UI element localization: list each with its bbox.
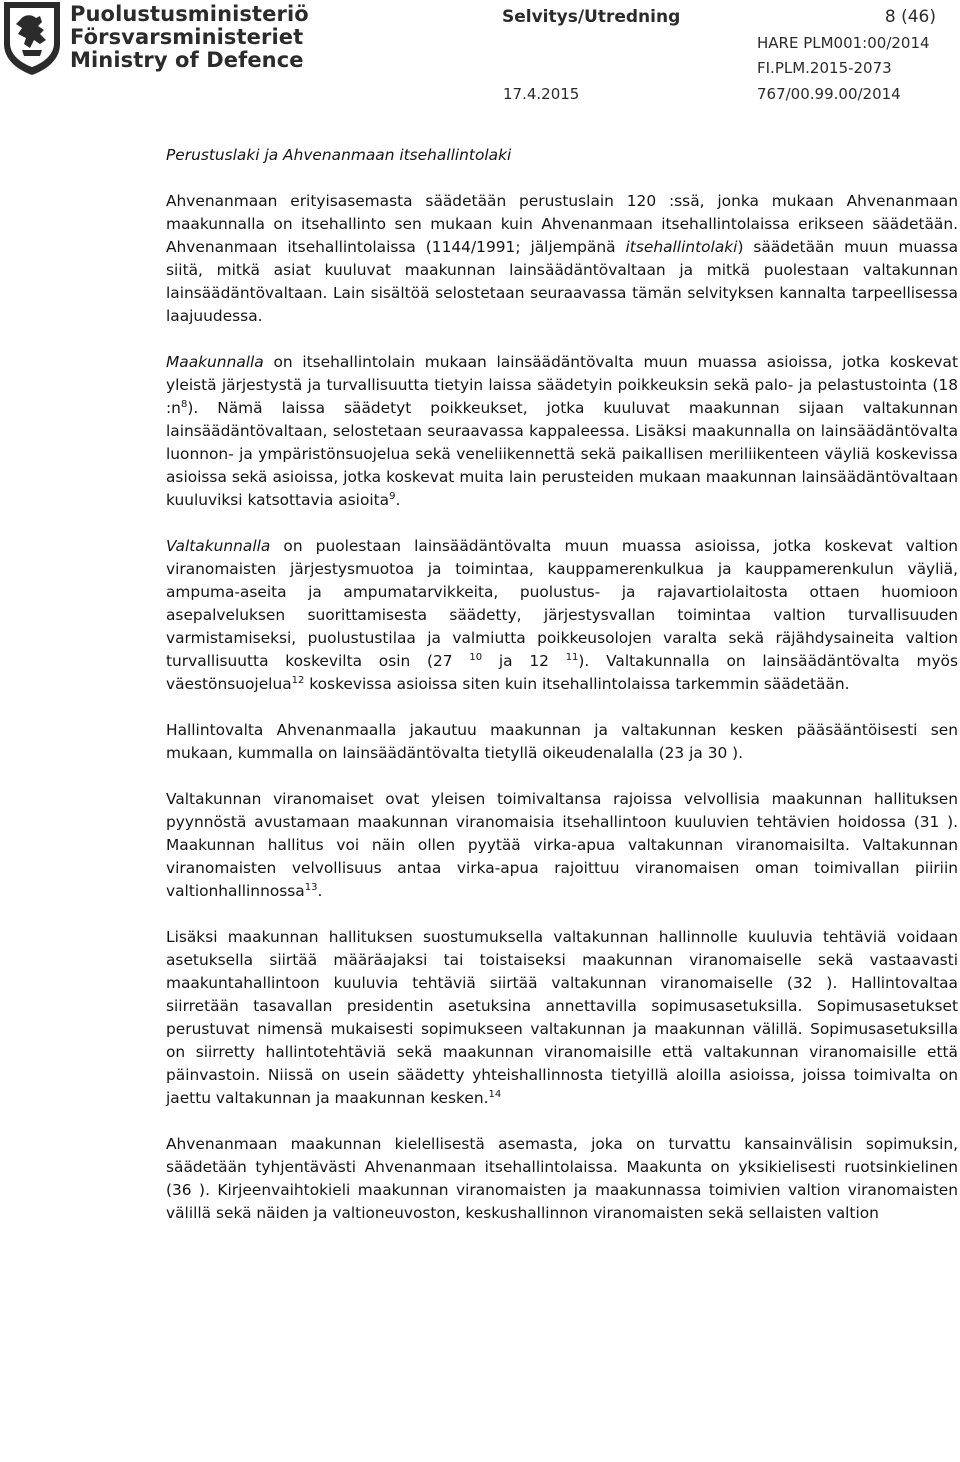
paragraph-3-term: Valtakunnalla xyxy=(166,537,271,555)
paragraph-2-text-c: ). Nämä laissa säädetyt poikkeukset, jotka kuuluvat maakunnan sijaan valtakunnan lainsäädäntövaltaan, selostetaan seuraavassa kappaleessa. Lisäksi maakunnalla on lainsäädäntövalta luonnon- ja ympäristönsuojelua sekä veneliikennettä sekä paikallisen meriliikenteen väyliä koskevissa asioissa sekä asioissa, jotka koskevat muita lain perusteiden mukaan maakunnan lainsäädäntövaltaan kuuluviksi katsottavia asioita xyxy=(166,399,958,509)
reference-number-3: 767/00.99.00/2014 xyxy=(757,85,901,103)
ministry-name-en: Ministry of Defence xyxy=(70,48,304,72)
paragraph-4: Hallintovalta Ahvenanmaalla jakautuu maakunnan ja valtakunnan kesken pääsääntöisesti sen mukaan, kummalla on lainsäädäntövalta tietyllä oikeudenalalla (23 ja 30 ). xyxy=(166,721,958,762)
lion-crest-icon xyxy=(0,0,64,76)
footnote-ref-14[interactable]: 14 xyxy=(488,1089,502,1100)
footnote-ref-8[interactable]: 8 xyxy=(180,399,188,410)
paragraph-1-text-a: Ahvenanmaan erityisasemasta säädetään perustuslain 120 :ssä, jonka mukaan Ahvenanmaan maakunnalla on itsehallinto sen mukaan kuin Ahvenanmaan itsehallintolaissa erikseen säädetään. Ahvenanmaan itsehallintolaissa (1144/1991; jäljempänä xyxy=(166,192,958,256)
paragraph-1-term: itsehallintolaki xyxy=(625,238,738,256)
paragraph-5-text-b: . xyxy=(317,882,323,900)
paragraph-3 xyxy=(166,535,958,696)
paragraph-3-text-d: ). Valtakunnalla on lainsäädäntövalta myös väestönsuojelua xyxy=(166,652,958,693)
paragraph-2-text-d: . xyxy=(395,491,401,509)
paragraph-6 xyxy=(166,926,958,1110)
paragraph-3-text-e: koskevissa asioissa siten kuin itsehallintolaissa tarkemmin säädetään. xyxy=(304,675,850,693)
document-type: Selvitys/Utredning xyxy=(502,7,681,27)
paragraph-3-text-c: ja 12 xyxy=(482,652,566,670)
paragraph-5-text-a: Valtakunnan viranomaiset ovat yleisen toimivaltansa rajoissa velvollisia maakunnan hallituksen pyynnöstä avustamaan maakunnan viranomaisia itsehallintoon kuuluvien tehtävien hoidossa (31 ). Maakunnan hallitus voi näin ollen pyytää virka-apua valtakunnan viranomaisilta. Valtakunnan viranomaisten velvollisuus antaa virka-apua rajoittuu viranomaisen oman toimivallan piiriin valtionhallinnossa xyxy=(166,790,958,900)
reference-number-2: FI.PLM.2015-2073 xyxy=(757,59,892,77)
paragraph-1 xyxy=(166,190,958,328)
document-date: 17.4.2015 xyxy=(503,85,580,103)
page-number: 8 (46) xyxy=(884,7,936,27)
paragraph-2 xyxy=(166,351,958,512)
paragraph-1-text-c: ) säädetään muun muassa siitä, mitkä asiat kuuluvat maakunnan lainsäädäntövaltaan ja mitkä puolestaan valtakunnan lainsäädäntövaltaan. Lain sisältöä selostetaan seuraavassa tämän selvityksen kannalta tarpeellisessa laajuudessa. xyxy=(166,238,959,325)
paragraph-5 xyxy=(166,788,958,903)
footnote-ref-9[interactable]: 9 xyxy=(389,491,396,502)
paragraph-3-text-b: on puolestaan lainsäädäntövalta muun muassa asioissa, jotka koskevat valtion viranomaisten järjestysmuotoa ja toimintaa, kauppamerenkulkua ja kauppamerenkulun väyliä, ampuma-aseita ja ampumatarvikkeita, puolustus- ja rajavartiolaitosta ottaen huomioon asepalveluksen suorittamisesta säädetty, järjestysvallan toimintaa valtion turvallisuuden varmistamiseksi, puolustustilaa ja valmiutta poikkeusolojen varalta sekä räjähdysaineita valtion turvallisuutta koskevilta osin (27 xyxy=(166,537,958,670)
footnote-ref-13[interactable]: 13 xyxy=(304,882,318,893)
document-body xyxy=(166,144,958,1248)
paragraph-2-text-b: on itsehallintolain mukaan lainsäädäntövalta muun muassa asioissa, jotka koskevat yleistä järjestystä ja turvallisuutta tietyin laissa säädetyin poikkeuksin sekä palo- ja pelastustointa (18 :n xyxy=(166,353,958,417)
reference-number-1: HARE PLM001:00/2014 xyxy=(757,34,930,52)
paragraph-7: Ahvenanmaan maakunnan kielellisestä asemasta, joka on turvattu kansainvälisin sopimuksin, säädetään tyhjentävästi Ahvenanmaan itsehallintolaissa. Maakunta on yksikielisesti ruotsinkielinen (36 ). Kirjeenvaihtokieli maakunnan viranomaisten ja maakunnassa toimivien valtion viranomaisten välillä sekä näiden ja valtioneuvoston, keskushallinnon viranomaisten sekä sellaisten valtion xyxy=(166,1135,958,1222)
paragraph-2-term: Maakunnalla xyxy=(166,353,264,371)
footnote-ref-11[interactable]: 11 xyxy=(565,652,579,663)
section-heading: Perustuslaki ja Ahvenanmaan itsehallintolaki xyxy=(166,146,512,164)
ministry-name-fi: Puolustusministeriö xyxy=(70,2,309,26)
ministry-name xyxy=(70,3,309,72)
footnote-ref-10[interactable]: 10 xyxy=(469,652,483,663)
page-header xyxy=(0,0,960,103)
paragraph-6-text-a: Lisäksi maakunnan hallituksen suostumuksella valtakunnan hallinnolle kuuluvia tehtäviä voidaan asetuksella siirtää määräajaksi tai toistaiseksi maakunnan viranomaiselle sekä vastaavasti maakuntahallintoon kuuluvia tehtäviä siirtää valtakunnan viranomaiselle (32 ). Hallintovaltaa siirretään tasavallan presidentin asetuksina annettavilla sopimusasetuksilla. Sopimusasetukset perustuvat nimensä mukaisesti sopimukseen valtakunnan ja maakunnan välillä. Sopimusasetuksilla on siirretty hallintotehtäviä sekä maakunnan viranomaisille että valtakunnan viranomaisille että päinvastoin. Niissä on usein säädetty yhteishallinnosta tietyillä aloilla asioissa, joissa toimivalta on jaettu valtakunnan ja maakunnan kesken. xyxy=(166,928,958,1107)
footnote-ref-12[interactable]: 12 xyxy=(291,675,305,686)
ministry-name-sv: Försvarsministeriet xyxy=(70,25,304,49)
